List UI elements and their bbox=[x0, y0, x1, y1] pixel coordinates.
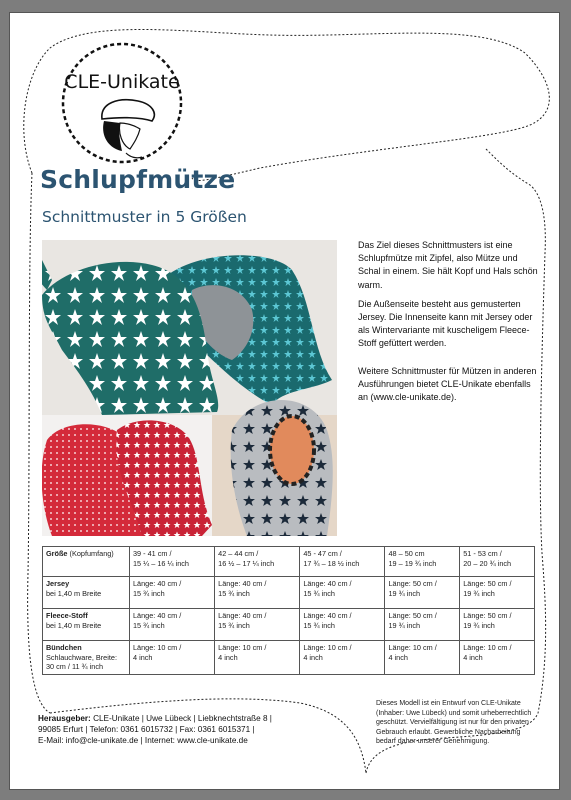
table-cell bbox=[215, 641, 300, 675]
cell-length-cm: Länge: 10 cm / bbox=[133, 643, 182, 652]
woman-with-hat-silhouette-icon bbox=[60, 41, 184, 165]
logo-text: CLE-Unikate bbox=[64, 71, 180, 93]
cell-length-inch: 19 ¾ inch bbox=[388, 588, 421, 598]
header-label-cell bbox=[43, 547, 130, 577]
cell-length-cm: Länge: 40 cm / bbox=[133, 579, 182, 588]
publisher-address: CLE-Unikate | Uwe Lübeck | Liebknechtstraße 8 | bbox=[93, 714, 272, 723]
cell-length-cm: Länge: 10 cm / bbox=[303, 643, 352, 652]
size-label-detail: (Kopfumfang) bbox=[69, 549, 114, 558]
table-row bbox=[43, 609, 535, 641]
row-title: Bündchen bbox=[46, 643, 82, 652]
cell-length-cm: Länge: 50 cm / bbox=[388, 579, 437, 588]
cell-length-inch: 19 ¾ inch bbox=[463, 588, 495, 598]
table-cell bbox=[130, 609, 215, 641]
product-photo-collage bbox=[42, 240, 337, 536]
description-paragraph-1: Das Ziel dieses Schnittmusters ist eine Schlupfmütze mit Zipfel, also Mütze und Schal in einem. Sie hält Kopf und Hals schön warm. bbox=[358, 240, 538, 290]
publisher-label: Herausgeber: bbox=[38, 714, 91, 723]
size-column-header bbox=[300, 547, 385, 577]
size-inch: 20 – 20 ¾ inch bbox=[463, 558, 512, 568]
description-paragraph-2: Die Außenseite besteht aus gemusterten Jersey. Die Innenseite kann mit Jersey oder als Wintervariante mit kuscheligem Fleece-Stoff gefüttert werden. bbox=[358, 298, 533, 349]
size-column-header bbox=[460, 547, 535, 577]
cell-length-cm: Länge: 50 cm / bbox=[463, 579, 512, 588]
row-subtitle: bei 1,40 m Breite bbox=[46, 588, 102, 598]
page-title: Schlupfmütze bbox=[40, 165, 236, 194]
size-column-header bbox=[215, 547, 300, 577]
cell-length-inch: 15 ¾ inch bbox=[133, 588, 165, 598]
cell-length-inch: 4 inch bbox=[388, 652, 408, 662]
table-cell bbox=[460, 609, 535, 641]
cell-length-cm: Länge: 40 cm / bbox=[218, 579, 267, 588]
cell-length-inch: 15 ¾ inch bbox=[133, 620, 165, 630]
brand-logo bbox=[60, 41, 184, 165]
publisher-info bbox=[38, 713, 338, 746]
publisher-line-2: 99085 Erfurt | Telefon: 0361 6015732 | Fax: 0361 6015371 | bbox=[38, 725, 255, 734]
cell-length-inch: 19 ¾ inch bbox=[463, 620, 495, 630]
table-row bbox=[43, 577, 535, 609]
table-cell bbox=[130, 577, 215, 609]
cell-length-inch: 15 ¾ inch bbox=[303, 588, 335, 598]
cell-length-inch: 4 inch bbox=[303, 652, 323, 662]
size-column-header bbox=[130, 547, 215, 577]
table-cell bbox=[385, 641, 460, 675]
cell-length-cm: Länge: 40 cm / bbox=[133, 611, 182, 620]
table-cell bbox=[215, 609, 300, 641]
size-cm: 45 - 47 cm / bbox=[303, 549, 342, 558]
table-cell bbox=[215, 577, 300, 609]
size-cm: 48 – 50 cm bbox=[388, 549, 425, 558]
size-inch: 15 ¼ – 16 ¼ inch bbox=[133, 558, 189, 568]
row-label-cell bbox=[43, 609, 130, 641]
size-inch: 17 ¾ – 18 ½ inch bbox=[303, 558, 360, 568]
row-subtitle: bei 1,40 m Breite bbox=[46, 620, 102, 630]
table-cell bbox=[460, 641, 535, 675]
cell-length-cm: Länge: 10 cm / bbox=[388, 643, 437, 652]
cell-length-inch: 4 inch bbox=[463, 652, 483, 662]
cell-length-inch: 4 inch bbox=[218, 652, 238, 662]
cell-length-cm: Länge: 10 cm / bbox=[218, 643, 267, 652]
table-cell bbox=[385, 577, 460, 609]
cell-length-cm: Länge: 10 cm / bbox=[463, 643, 512, 652]
publisher-line-3: E-Mail: info@cle-unikate.de | Internet: www.cle-unikate.de bbox=[38, 736, 248, 745]
pattern-sheet-page bbox=[9, 12, 560, 790]
table-cell bbox=[300, 641, 385, 675]
description-text bbox=[358, 239, 542, 410]
copyright-notice: Dieses Modell ist ein Entwurf von CLE-Unikate (Inhaber: Uwe Lübeck) und somit urheberrechtlich geschützt. Vervielfältigung ist nur für den privaten Gebrauch erlaubt. Gewerbliche Nacharbeitung bedarf daher unserer Genehmigung. bbox=[376, 700, 532, 745]
size-inch: 19 – 19 ¾ inch bbox=[388, 558, 437, 568]
page-subtitle: Schnittmuster in 5 Größen bbox=[42, 208, 247, 226]
publisher-line-1 bbox=[38, 713, 338, 724]
size-cm: 39 - 41 cm / bbox=[133, 549, 172, 558]
row-title: Jersey bbox=[46, 579, 70, 588]
cell-length-cm: Länge: 50 cm / bbox=[463, 611, 512, 620]
row-label-cell bbox=[43, 577, 130, 609]
cell-length-inch: 15 ¾ inch bbox=[218, 620, 250, 630]
cell-length-inch: 15 ¾ inch bbox=[303, 620, 335, 630]
description-paragraph-3: Weitere Schnittmuster für Mützen in anderen Ausführungen bietet CLE-Unikate ebenfalls an (www.cle-unikate.de). bbox=[358, 365, 537, 403]
cell-length-cm: Länge: 40 cm / bbox=[303, 579, 352, 588]
cell-length-cm: Länge: 50 cm / bbox=[388, 611, 437, 620]
cell-length-cm: Länge: 40 cm / bbox=[303, 611, 352, 620]
row-label-cell bbox=[43, 641, 130, 675]
table-cell bbox=[460, 577, 535, 609]
row-subtitle: Schlauchware, Breite: 30 cm / 11 ¾ inch bbox=[46, 652, 117, 671]
table-row bbox=[43, 641, 535, 675]
size-table bbox=[42, 546, 535, 675]
row-title: Fleece-Stoff bbox=[46, 611, 88, 620]
size-label: Größe bbox=[46, 549, 68, 558]
size-cm: 42 – 44 cm / bbox=[218, 549, 259, 558]
size-inch: 16 ½ – 17 ¼ inch bbox=[218, 558, 275, 568]
cell-length-inch: 4 inch bbox=[133, 652, 153, 662]
table-cell bbox=[300, 609, 385, 641]
size-cm: 51 - 53 cm / bbox=[463, 549, 502, 558]
cell-length-inch: 19 ¾ inch bbox=[388, 620, 421, 630]
size-column-header bbox=[385, 547, 460, 577]
cell-length-cm: Länge: 40 cm / bbox=[218, 611, 267, 620]
table-cell bbox=[300, 577, 385, 609]
table-cell bbox=[130, 641, 215, 675]
table-header-row bbox=[43, 547, 535, 577]
table-cell bbox=[385, 609, 460, 641]
cell-length-inch: 15 ¾ inch bbox=[218, 588, 250, 598]
